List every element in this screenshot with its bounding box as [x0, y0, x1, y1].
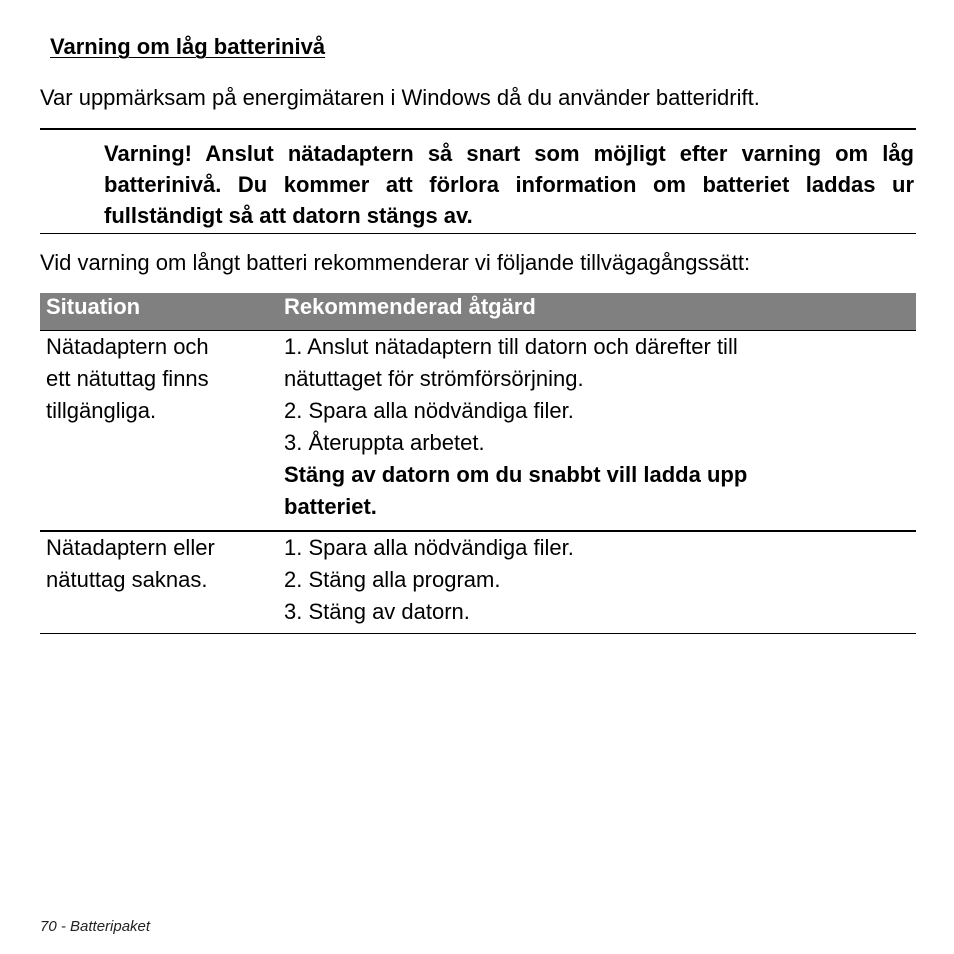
- action-line: 1. Spara alla nödvändiga filer.: [284, 535, 574, 560]
- action-line: nätuttaget för strömförsörjning.: [284, 366, 584, 391]
- table-row: [40, 532, 916, 634]
- page-footer: 70 - Batteripaket: [40, 918, 151, 935]
- action-line: 2. Stäng alla program.: [284, 567, 501, 592]
- intro-paragraph: Var uppmärksam på energimätaren i Windows då du använder batteridrift.: [40, 85, 760, 110]
- section-heading: Varning om låg batterinivå: [50, 34, 326, 59]
- recommendation-table: [40, 293, 916, 634]
- action-line: 3. Återuppta arbetet.: [284, 430, 485, 455]
- action-cell: [284, 331, 914, 523]
- action-line: 1. Anslut nätadaptern till datorn och därefter till: [284, 334, 738, 359]
- table-row: [40, 330, 916, 532]
- action-line: 3. Stäng av datorn.: [284, 599, 470, 624]
- header-situation: Situation: [46, 294, 141, 319]
- action-note-line: Stäng av datorn om du snabbt vill ladda upp: [284, 462, 748, 487]
- warning-bottom-rule: [40, 233, 916, 234]
- situation-line: Nätadaptern eller: [46, 535, 215, 560]
- situation-line: tillgängliga.: [46, 398, 157, 423]
- warning-note: Varning! Anslut nätadaptern så snart som möjligt efter varning om låg batterinivå. Du kommer att förlora information om batteriet laddas ur fullständigt så att datorn stängs av.: [104, 141, 914, 228]
- header-action: Rekommenderad åtgärd: [284, 294, 536, 319]
- table-header: [40, 293, 916, 330]
- action-cell: [284, 532, 914, 628]
- action-note-line: batteriet.: [284, 494, 377, 519]
- situation-cell: [46, 532, 278, 596]
- action-line: 2. Spara alla nödvändiga filer.: [284, 398, 574, 423]
- lead-paragraph: Vid varning om långt batteri rekommenderar vi följande tillvägagångssätt:: [40, 250, 751, 275]
- situation-line: nätuttag saknas.: [46, 567, 208, 592]
- warning-top-rule: [40, 128, 916, 130]
- situation-line: Nätadaptern och: [46, 334, 209, 359]
- situation-line: ett nätuttag finns: [46, 366, 209, 391]
- situation-cell: [46, 331, 278, 427]
